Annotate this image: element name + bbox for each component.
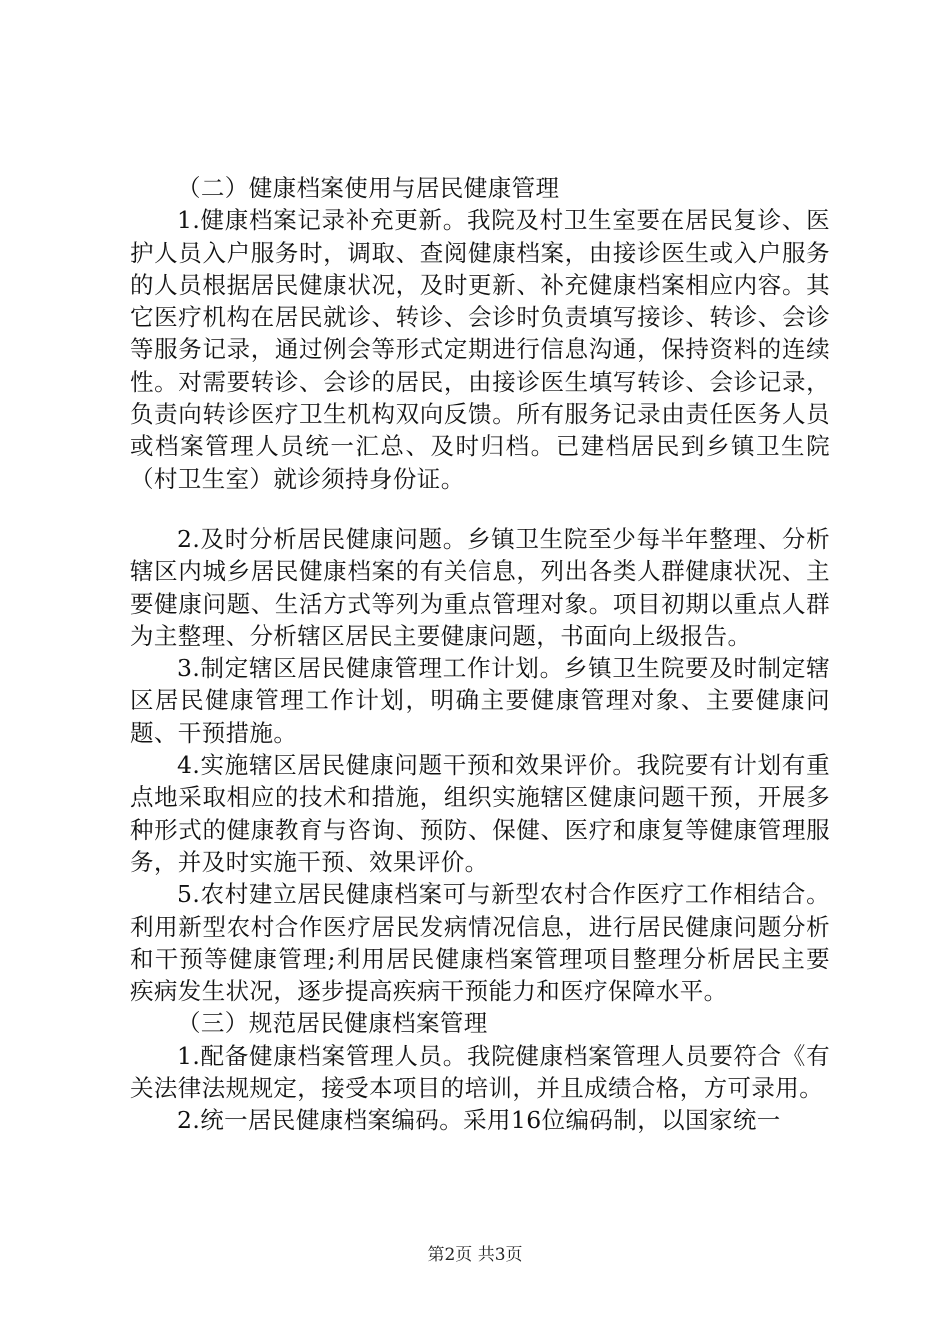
paragraph-rural-cooperation: 5.农村建立居民健康档案可与新型农村合作医疗工作相结合。利用新型农村合作医疗居民发病情况信息，进行居民健康问题分析和干预等健康管理;利用居民健康档案管理项目整理分析居民主要疾病发生状况，逐步提高疾病干预能力和医疗保障水平。	[130, 880, 830, 1006]
section-heading-3: （三）规范居民健康档案管理	[177, 1009, 488, 1038]
document-body	[130, 172, 830, 1137]
paragraph-coding: 2.统一居民健康档案编码。采用16位编码制，以国家统一	[177, 1106, 781, 1135]
paragraph-staffing: 1.配备健康档案管理人员。我院健康档案管理人员要符合《有关法律法规规定，接受本项目的培训，并且成绩合格，方可录用。	[130, 1041, 830, 1103]
page-footer: 第2页 共3页	[427, 1245, 523, 1265]
paragraph-gap	[130, 495, 830, 523]
paragraph-intervention: 4.实施辖区居民健康问题干预和效果评价。我院要有计划有重点地采取相应的技术和措施，组织实施辖区健康问题干预，开展多种形式的健康教育与咨询、预防、保健、医疗和康复等健康管理服务，并及时实施干预、效果评价。	[130, 751, 830, 876]
section-heading-2: （二）健康档案使用与居民健康管理	[177, 174, 560, 202]
paragraph-work-plan: 3.制定辖区居民健康管理工作计划。乡镇卫生院要及时制定辖区居民健康管理工作计划，明确主要健康管理对象、主要健康问题、干预措施。	[130, 654, 830, 747]
paragraph-analyze-problems: 2.及时分析居民健康问题。乡镇卫生院至少每半年整理、分析辖区内城乡居民健康档案的有关信息，列出各类人群健康状况、主要健康问题、生活方式等列为重点管理对象。项目初期以重点人群为主整理、分析辖区居民主要健康问题，书面向上级报告。	[130, 524, 830, 650]
paragraph-record-update: 1.健康档案记录补充更新。我院及村卫生室要在居民复诊、医护人员入户服务时，调取、查阅健康档案，由接诊医生或入户服务的人员根据居民健康状况，及时更新、补充健康档案相应内容。其它医疗机构在居民就诊、转诊、会诊时负责填写接诊、转诊、会诊等服务记录，通过例会等形式定期进行信息沟通，保持资料的连续性。对需要转诊、会诊的居民，由接诊医生填写转诊、会诊记录，负责向转诊医疗卫生机构双向反馈。所有服务记录由责任医务人员或档案管理人员统一汇总、及时归档。已建档居民到乡镇卫生院（村卫生室）就诊须持身份证。	[130, 206, 830, 493]
